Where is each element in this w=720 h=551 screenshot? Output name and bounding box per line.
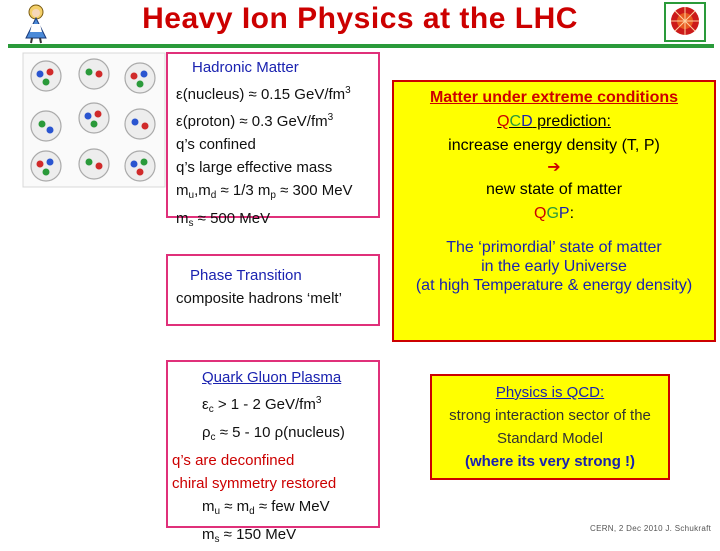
- qgp-label: QGP:: [533, 205, 575, 222]
- extreme-conditions-title: Matter under extreme conditions: [429, 89, 679, 106]
- increase-energy-density: increase energy density (T, P): [448, 137, 660, 154]
- hadronic-matter-box: [166, 52, 380, 229]
- hadronic-matter-heading: Hadronic Matter: [192, 59, 299, 76]
- footer-credit: CERN, 2 Dec 2010 J. Schukraft: [590, 524, 712, 533]
- new-state-of-matter: new state of matter: [485, 181, 623, 198]
- s-quark-mass: $m_s \approx 500$ MeV: [176, 210, 271, 229]
- critical-energy-density: $\varepsilon_c > 1 - 2$ GeV/$fm^3$: [202, 395, 322, 415]
- physics-is-qcd-title: Physics is QCD:: [495, 384, 605, 401]
- qgp-ud-mass: $m_u \approx m_d$ ≈ few MeV: [202, 498, 330, 517]
- critical-density: $\rho_c \approx 5 - 10$ ρ(nucleus): [202, 424, 345, 443]
- quarks-deconfined: q’s are deconfined: [172, 452, 295, 469]
- header-divider: [8, 44, 714, 48]
- strong-interaction-text: strong interaction sector of the: [449, 407, 651, 424]
- phase-transition-heading: Phase Transition: [190, 267, 302, 284]
- chiral-symmetry-restored: chiral symmetry restored: [172, 475, 337, 492]
- primordial-state: The ‘primordial’ state of matter in the early Universe (at high Temperature & energy density): [415, 239, 693, 294]
- hadrons-melt-text: composite hadrons ‘melt’: [176, 290, 342, 307]
- energy-density-proton: ε(proton) ≈ 0.3 GeV/$fm^3$: [176, 112, 334, 130]
- quarks-large-mass: q’s large effective mass: [176, 159, 333, 176]
- alice-detector-logo-icon: [664, 2, 706, 42]
- ud-quark-mass: $m_u,m_d \approx 1/3$ $m_p \approx 300$ MeV: [176, 182, 353, 201]
- arrow-icon: ➔: [547, 159, 561, 176]
- very-strong-text: (where its very strong !): [464, 453, 636, 470]
- quarks-confined: q’s confined: [176, 136, 256, 153]
- physics-is-qcd-box: [430, 374, 670, 480]
- phase-transition-box: [166, 254, 380, 326]
- qgp-heading: Quark Gluon Plasma: [202, 369, 342, 386]
- qcd-prediction: QCD prediction:: [497, 113, 611, 130]
- hadron-cloud-illustration: [22, 52, 166, 188]
- page-title: Heavy Ion Physics at the LHC: [142, 2, 578, 35]
- extreme-conditions-box: [392, 80, 716, 342]
- qgp-s-mass: $m_s \approx 150$ MeV: [202, 526, 297, 545]
- quark-gluon-plasma-box: [166, 360, 380, 545]
- standard-model-text: Standard Model: [497, 430, 603, 447]
- energy-density-nucleus: ε(nucleus) ≈ 0.15 GeV/$fm^3$: [176, 85, 351, 103]
